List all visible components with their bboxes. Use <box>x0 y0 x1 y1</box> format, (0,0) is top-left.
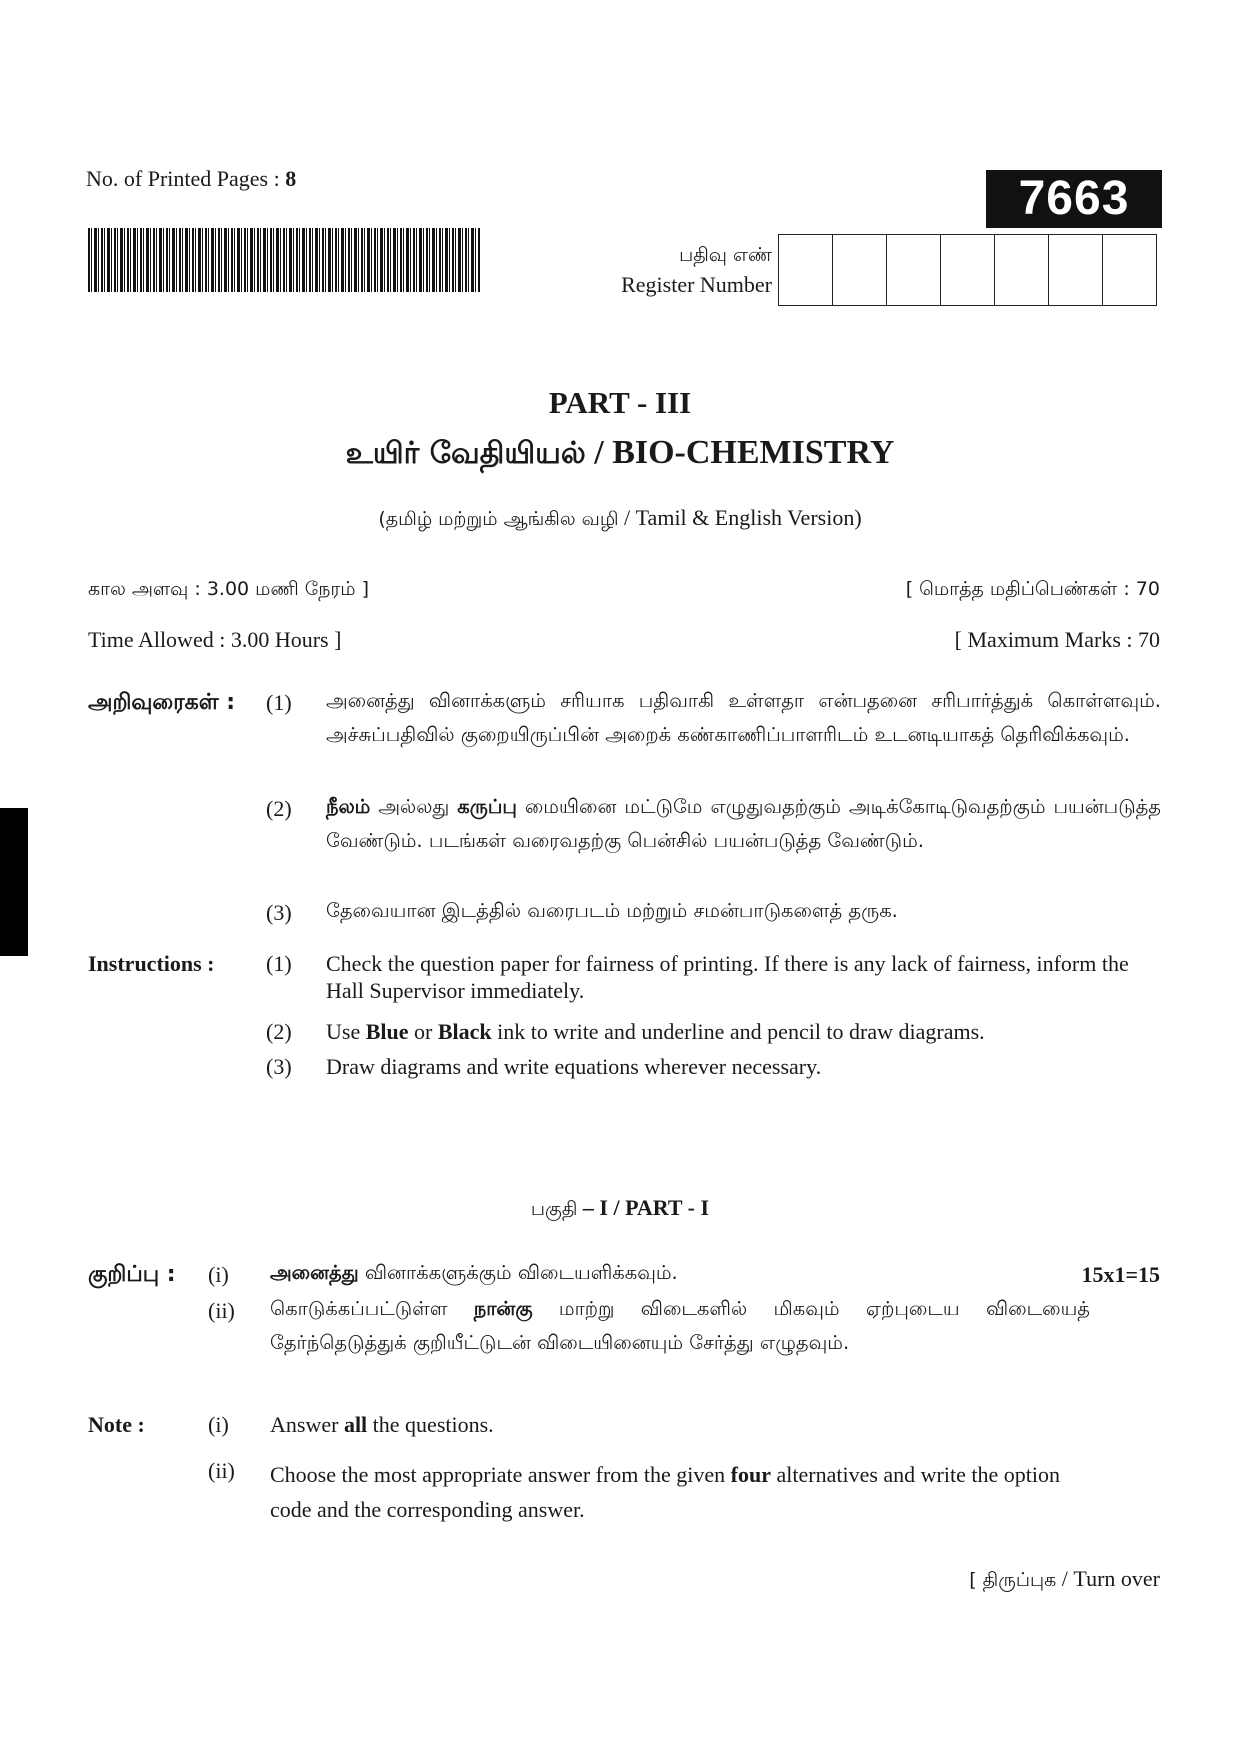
subject-tamil: உயிர் வேதியியல் <box>345 436 586 471</box>
paper-code: 7663 <box>986 170 1162 228</box>
note-english-1 <box>270 1411 1105 1438</box>
instruction-number: (3) <box>266 900 292 925</box>
note-tamil-label: குறிப்பு : <box>88 1262 176 1287</box>
instruction-text: or <box>408 1019 438 1044</box>
instruction-tamil-1: அனைத்து வினாக்களும் சரியாக பதிவாகி உள்ளதா என்பதனை சரிபார்த்துக் கொள்ளவும். அச்சுப்பதிவில் குறையிருப்பின் அறைக் கண்காணிப்பாளரிடம் உடனடியாகத் தெரிவிக்கவும். <box>326 689 1161 746</box>
subject-title <box>0 434 1240 475</box>
side-marker <box>0 808 28 956</box>
note-text: மாற்று விடைகளில் மிகவும் ஏற்புடைய விடையைத் தேர்ந்தெடுத்துக் குறியீட்டுடன் விடையினையும் சேர்த்து எழுதவும். <box>270 1297 1090 1354</box>
note-text: alternatives and write the option code and the corresponding answer. <box>270 1462 1060 1522</box>
subject-separator: / <box>585 434 613 471</box>
note-english-2 <box>270 1457 1105 1527</box>
register-number-label <box>560 240 772 300</box>
register-digit-box[interactable] <box>995 235 1049 305</box>
part-title: PART - III <box>548 385 692 420</box>
note-text: வினாக்களுக்கும் விடையளிக்கவும். <box>358 1261 678 1284</box>
bold-black-tamil: கருப்பு <box>457 795 517 818</box>
instructions-english-label: Instructions : <box>88 951 215 976</box>
instruction-english-2 <box>326 1018 1161 1045</box>
section-title <box>0 1195 1240 1223</box>
instruction-number: (3) <box>266 1054 292 1079</box>
printed-pages-value: 8 <box>285 166 297 191</box>
bold-four-tamil: நான்கு <box>473 1297 533 1320</box>
subject-english: BIO-CHEMISTRY <box>612 434 895 471</box>
note-text: the questions. <box>367 1412 494 1437</box>
instructions-tamil-label: அறிவுரைகள் : <box>88 690 235 715</box>
turn-over <box>969 1566 1160 1594</box>
section-title-tamil: பகுதி <box>530 1198 578 1220</box>
note-tamil-1 <box>270 1256 1070 1290</box>
note-tamil-2 <box>270 1292 1090 1360</box>
turn-over-tamil: [ திருப்புக <box>969 1569 1057 1591</box>
time-allowed-english: Time Allowed : 3.00 Hours ] <box>88 627 342 652</box>
instruction-text: Use <box>326 1019 366 1044</box>
instruction-number: (2) <box>266 796 292 821</box>
instruction-text: அல்லது <box>370 795 458 818</box>
max-marks-english: [ Maximum Marks : 70 <box>954 627 1160 652</box>
instruction-tamil-2 <box>326 790 1161 858</box>
bold-all-tamil: அனைத்து <box>270 1261 359 1284</box>
note-text: கொடுக்கப்பட்டுள்ள <box>270 1297 474 1320</box>
register-digit-box[interactable] <box>1103 235 1156 305</box>
printed-pages-label: No. of Printed Pages : <box>86 166 286 191</box>
register-digit-box[interactable] <box>779 235 833 305</box>
note-text: Answer <box>270 1412 344 1437</box>
version-english: / Tamil & English Version) <box>618 505 862 530</box>
barcode-image <box>88 228 480 292</box>
bold-four: four <box>730 1462 771 1487</box>
time-allowed-tamil: கால அளவு : 3.00 மணி நேரம் ] <box>88 578 369 600</box>
note-english-label: Note : <box>88 1412 145 1437</box>
register-digit-box[interactable] <box>833 235 887 305</box>
bold-blue: Blue <box>365 1019 409 1044</box>
register-label-tamil: பதிவு எண் <box>679 244 772 266</box>
register-digit-box[interactable] <box>1049 235 1103 305</box>
instruction-english-1: Check the question paper for fairness of printing. If there is any lack of fairness, inform the Hall Supervisor immediately. <box>326 951 1129 1003</box>
register-digit-box[interactable] <box>887 235 941 305</box>
note-number: (i) <box>208 1262 229 1287</box>
printed-pages <box>86 166 296 192</box>
instruction-number: (2) <box>266 1019 292 1044</box>
version-tamil: (தமிழ் மற்றும் ஆங்கில வழி <box>378 508 619 530</box>
version-line <box>0 505 1240 533</box>
instruction-text: மையினை மட்டுமே எழுதுவதற்கும் அடிக்கோடிடுவதற்கும் பயன்படுத்த வேண்டும். படங்கள் வரைவதற்கு பென்சில் பயன்படுத்த வேண்டும். <box>326 795 1161 852</box>
max-marks-tamil: [ மொத்த மதிப்பெண்கள் : 70 <box>905 578 1160 600</box>
bold-black: Black <box>437 1019 492 1044</box>
section-marks: 15x1=15 <box>1081 1262 1160 1287</box>
turn-over-english: / Turn over <box>1056 1566 1160 1591</box>
section-title-english: – I / PART - I <box>577 1195 710 1220</box>
instruction-tamil-3: தேவையான இடத்தில் வரைபடம் மற்றும் சமன்பாடுகளைத் தருக. <box>326 899 898 922</box>
note-number: (ii) <box>208 1458 235 1483</box>
register-digit-box[interactable] <box>941 235 995 305</box>
note-number: (i) <box>208 1412 229 1437</box>
note-text: Choose the most appropriate answer from the given <box>270 1462 731 1487</box>
instruction-text: ink to write and underline and pencil to draw diagrams. <box>491 1019 985 1044</box>
register-label-english: Register Number <box>621 272 772 297</box>
bold-all: all <box>343 1412 368 1437</box>
register-number-boxes <box>778 234 1157 306</box>
instruction-number: (1) <box>266 690 292 715</box>
bold-blue-tamil: நீலம் <box>326 795 371 818</box>
instruction-number: (1) <box>266 951 292 976</box>
note-number: (ii) <box>208 1298 235 1323</box>
instruction-english-3: Draw diagrams and write equations wherever necessary. <box>326 1054 822 1079</box>
